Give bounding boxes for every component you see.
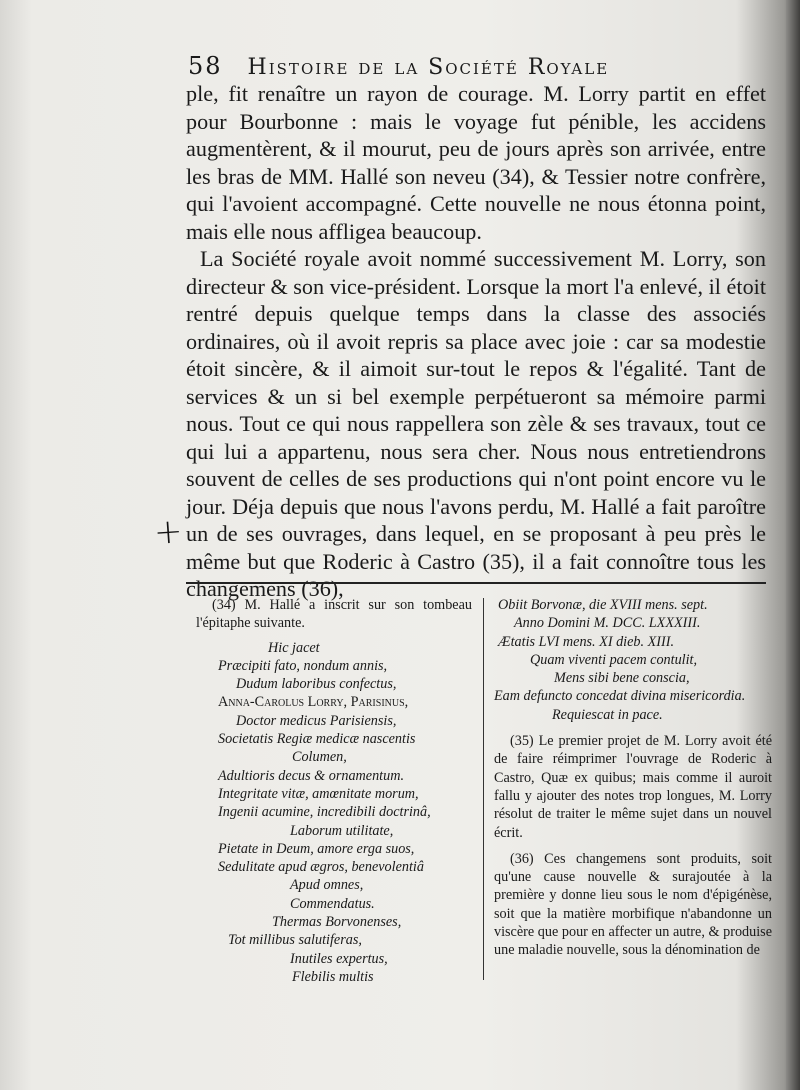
epitaph-left-line: Sedulitate apud ægros, benevolentiâ	[218, 859, 424, 876]
epitaph-left-line: Thermas Borvonenses,	[272, 914, 402, 931]
epitaph-right-line: Quam viventi pacem contulit,	[530, 651, 698, 668]
footnotes-left-column	[196, 596, 472, 986]
footnote-34-intro: (34) M. Hallé a inscrit sur son tombeau l'épitaphe suivante.	[196, 597, 472, 632]
running-header	[188, 52, 778, 80]
epitaph-left-line: Inutiles expertus,	[290, 950, 388, 967]
footnote-36: (36) Ces changemens sont produits, soit qu'une cause nouvelle & surajoutée à la première y donne lieu sous le nom d'épigénèse, soit que la matière morbifique n'abandonne un viscère que pour en affecter un autre, & produise une maladie nouvelle, sous la dénomination de	[494, 850, 772, 959]
epitaph-left-line: Commendatus.	[290, 895, 375, 912]
footnote-rule	[186, 582, 766, 584]
main-paragraph-1: ple, fit renaître un rayon de courage. M. Lorry partit en effet pour Bourbonne : mais le voyage fut pénible, les accidens augmentèrent, & il mourut, peu de jours après son arrivée, entre les bras de MM. Hallé son neveu (34), & Tessier notre confrère, qui l'avoient accompagné. Cette nouvelle ne nous étonna point, mais elle nous affligea beaucoup.	[186, 81, 766, 244]
epitaph-left-line: Societatis Regiæ medicæ nascentis	[218, 731, 416, 748]
epitaph-right-line: Ætatis LVI mens. XI dieb. XIII.	[498, 633, 674, 650]
epitaph-left-line: Tot millibus salutiferas,	[228, 932, 362, 949]
epitaph-left-line: Pietate in Deum, amore erga suos,	[218, 840, 415, 857]
epitaph-left-line: Adultioris decus & ornamentum.	[218, 767, 405, 784]
epitaph-left-line: Flebilis multis	[292, 968, 374, 985]
footnotes-right-column	[494, 596, 772, 960]
main-paragraph-2: La Société royale avoit nommé successivement M. Lorry, son directeur & son vice-président. Lorsque la mort l'a enlevé, il étoit rentré depuis quelque temps dans la classe des associés ordinaires, où il avoit repris sa place avec joie : car sa modestie étoit sincère, & il aimoit sur-tout le repos & l'égalité. Tant de services & un si bel exemple perpétueront sa mémoire parmi nous. Tout ce qui nous rappellera son zèle & ses travaux, tout ce qui lui a appartenu, nous sera cher. Nous nous entretiendrons souvent de celles de ses productions qui n'ont point encore vu le jour. Déja depuis que nous l'avons perdu, M. Hallé a fait paroître un de ses ouvrages, dans lequel, en se proposant à peu près le même but que Roderic à Castro (35), il a fait connoître tous les changemens (36),	[186, 246, 766, 601]
epitaph-right-line: Eam defuncto concedat divina misericordia.	[494, 688, 746, 705]
epitaph-left	[196, 639, 472, 987]
epitaph-left-line: Columen,	[292, 749, 347, 766]
epitaph-right-line: Mens sibi bene conscia,	[554, 670, 690, 687]
page-edge-shadow	[786, 0, 800, 1090]
main-text	[186, 80, 766, 603]
epitaph-left-line: Dudum laboribus confectus,	[236, 676, 397, 693]
epitaph-left-line: Anna-Carolus Lorry, Parisinus,	[218, 694, 409, 711]
handwritten-margin-cross: +	[152, 511, 184, 553]
epitaph-left-line: Doctor medicus Parisiensis,	[236, 712, 397, 729]
column-divider	[483, 598, 484, 980]
epitaph-right-line: Obiit Borvonæ, die XVIII mens. sept.	[498, 597, 708, 613]
epitaph-left-line: Integritate vitæ, amœnitate morum,	[218, 785, 419, 802]
epitaph-right-line: Requiescat in pace.	[552, 706, 663, 723]
epitaph-right-line: Anno Domini M. DCC. LXXXIII.	[514, 615, 701, 632]
header-title: Histoire de la Société Royale	[247, 55, 610, 80]
footnote-35: (35) Le premier projet de M. Lorry avoit été de faire réimprimer l'ouvrage de Roderic à Castro, Quæ ex quibus; mais comme il auroit fallu y ajouter des notes trop longues, M. Lorry résolut de traiter le même sujet dans un nouvel écrit.	[494, 733, 772, 841]
page-number: 58	[188, 52, 223, 80]
epitaph-left-line: Laborum utilitate,	[290, 822, 394, 839]
epitaph-left-line: Ingenii acumine, incredibili doctrinâ,	[218, 804, 431, 821]
epitaph-left-line: Apud omnes,	[290, 877, 364, 894]
epitaph-left-line: Præcipiti fato, nondum annis,	[218, 657, 388, 674]
epitaph-left-line: Hic jacet	[268, 639, 320, 656]
epitaph-right	[494, 596, 772, 724]
